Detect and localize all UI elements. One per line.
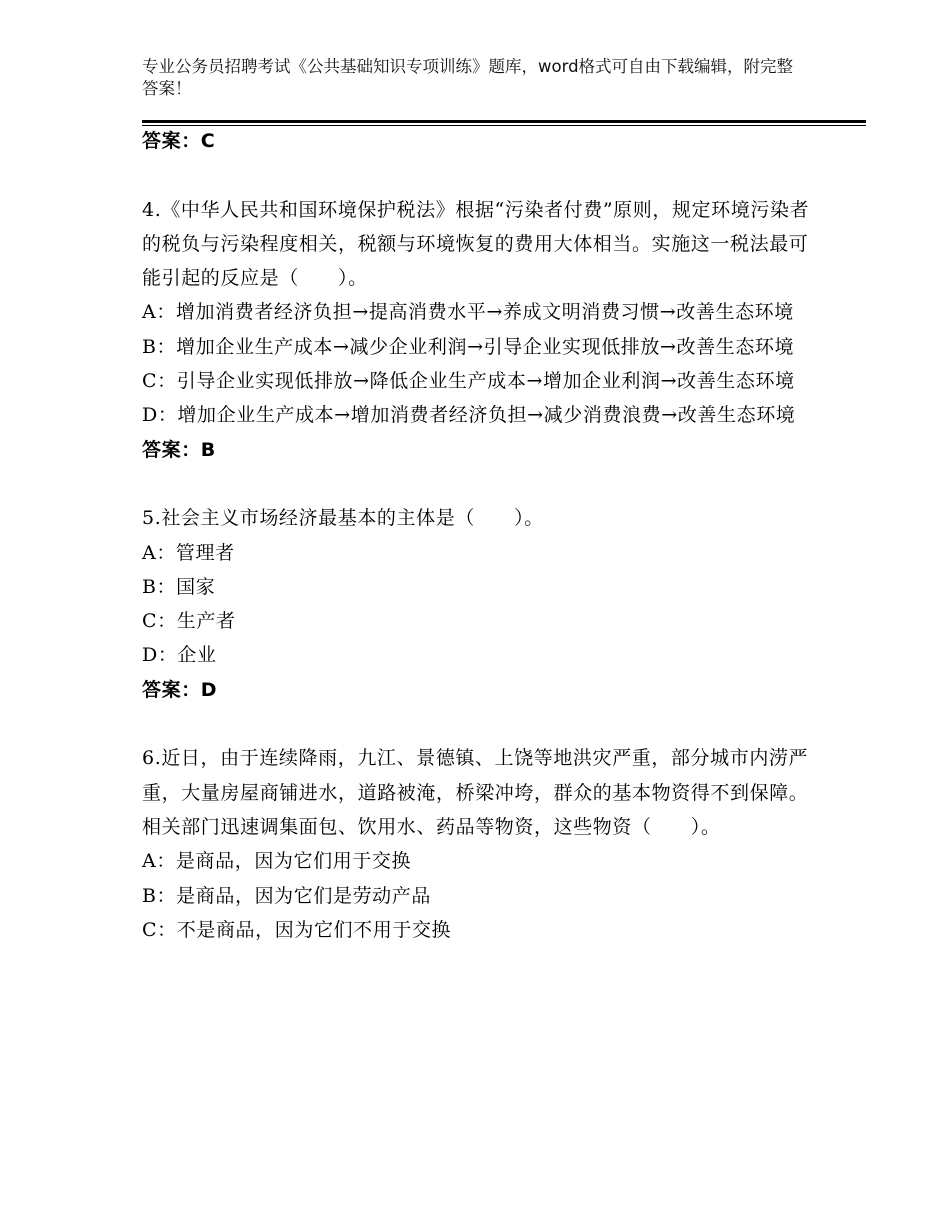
option-c: C：引导企业实现低排放→降低企业生产成本→增加企业利润→改善生态环境 xyxy=(142,370,795,393)
question-stem: 4.《中华人民共和国环境保护税法》根据“污染者付费”原则，规定环境污染者的税负与污染程度相关，税额与环境恢复的费用大体相当。实施这一税法最可能引起的反应是（ ）。 xyxy=(142,198,810,290)
question-stem: 5.社会主义市场经济最基本的主体是（ ）。 xyxy=(142,507,544,530)
answer-line: 答案：B xyxy=(142,438,216,461)
spacer xyxy=(142,707,822,741)
option-b: B：增加企业生产成本→减少企业利润→引导企业实现低排放→改善生态环境 xyxy=(142,335,795,358)
option-b: B：国家 xyxy=(142,575,216,598)
option-a: A：是商品，因为它们用于交换 xyxy=(142,850,412,873)
option-c: C：生产者 xyxy=(142,610,236,633)
header-rule-thick xyxy=(142,120,866,123)
option-d: D：企业 xyxy=(142,644,217,667)
spacer xyxy=(142,467,822,501)
option-d: D：增加企业生产成本→增加消费者经济负担→减少消费浪费→改善生态环境 xyxy=(142,404,796,427)
document-body xyxy=(142,124,822,947)
answer-line: 答案：D xyxy=(142,678,218,701)
page-header: 专业公务员招聘考试《公共基础知识专项训练》题库，word格式可自由下载编辑，附完整答案！ xyxy=(142,57,794,98)
option-a: A：管理者 xyxy=(142,541,235,564)
option-c: C：不是商品，因为它们不用于交换 xyxy=(142,918,452,941)
option-a: A：增加消费者经济负担→提高消费水平→养成文明消费习惯→改善生态环境 xyxy=(142,301,794,324)
spacer xyxy=(142,158,822,192)
answer-line: 答案：C xyxy=(142,130,216,152)
question-stem: 6.近日，由于连续降雨，九江、景德镇、上饶等地洪灾严重，部分城市内涝严重，大量房屋商铺进水，道路被淹，桥梁冲垮，群众的基本物资得不到保障。相关部门迅速调集面包、饮用水、药品等物资，这些物资（ ）。 xyxy=(142,747,809,838)
option-b: B：是商品，因为它们是劳动产品 xyxy=(142,884,431,907)
